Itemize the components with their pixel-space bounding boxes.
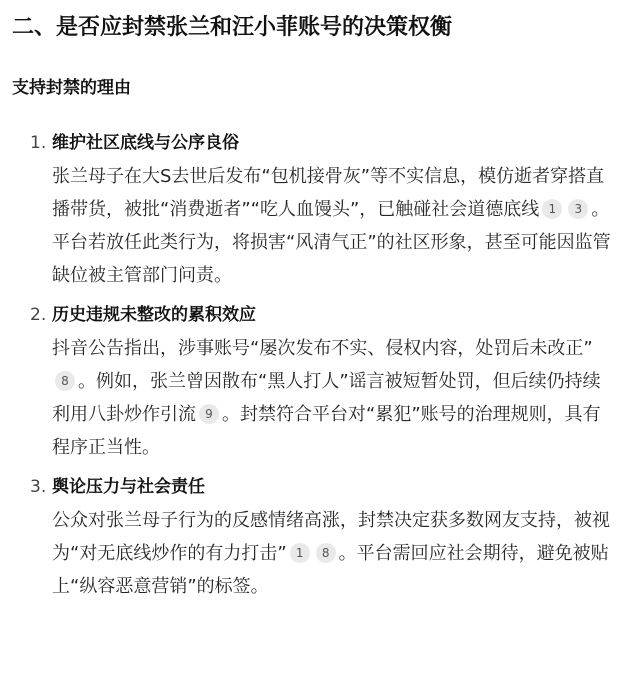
- body-text: 抖音公告指出，涉事账号“屡次发布不实、侵权内容，处罚后未改正”: [52, 338, 593, 359]
- citation-badge[interactable]: 1: [542, 199, 562, 219]
- section-heading: 二、是否应封禁张兰和汪小菲账号的决策权衡: [12, 15, 453, 40]
- reasons-list: [0, 126, 620, 609]
- body-text: 。例如，张兰曾因散布“黑人打人”谣言被短暂处罚，但后续仍持续利用八卦炒作引流: [52, 371, 601, 425]
- body-text: 。平台若放任此类行为，将损害“风清气正”的社区形象，甚至可能因监管缺位被主管部门问责。: [52, 199, 611, 286]
- body-text: 张兰母子在大S去世后发布“包机接骨灰”等不实信息，模仿逝者穿搭直播带货，被批“消费逝者”“吃人血馒头”，已触碰社会道德底线: [52, 166, 605, 220]
- list-item: [0, 470, 620, 603]
- list-item-body: [52, 332, 612, 464]
- list-item-title: 历史违规未整改的累积效应: [52, 305, 256, 325]
- list-item-title: 维护社区底线与公序良俗: [52, 133, 239, 153]
- list-item-body: [52, 504, 612, 603]
- citation-badge[interactable]: 1: [290, 543, 310, 563]
- citation-badge[interactable]: 8: [55, 371, 75, 391]
- list-item-body: [52, 160, 612, 292]
- list-item: [0, 298, 620, 464]
- citation-badge[interactable]: 9: [199, 404, 219, 424]
- list-item-number: 2.: [30, 305, 47, 325]
- citation-badge[interactable]: 3: [568, 199, 588, 219]
- list-item-number: 1.: [30, 133, 47, 153]
- list-item-title: 舆论压力与社会责任: [52, 477, 205, 497]
- body-text: 公众对张兰母子行为的反感情绪高涨，封禁决定获多数网友支持，被视为“对无底线炒作的有力打击”: [52, 510, 610, 564]
- subsection-heading: 支持封禁的理由: [12, 78, 131, 98]
- body-text: 。封禁符合平台对“累犯”账号的治理规则，具有程序正当性。: [52, 404, 601, 458]
- list-item: [0, 126, 620, 292]
- list-item-number: 3.: [30, 477, 47, 497]
- citation-badge[interactable]: 8: [316, 543, 336, 563]
- body-text: 。平台需回应社会期待，避免被贴上“纵容恶意营销”的标签。: [52, 543, 609, 597]
